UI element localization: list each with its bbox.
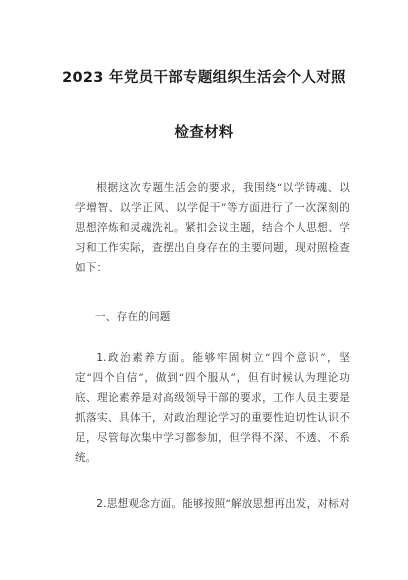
intro-paragraph: 根据这次专题生活会的要求，我围绕“以学铸魂、以学增智、以学正风、以学促干”等方面进行了一次深刻的思想淬炼和灵魂洗礼。紧扣会议主题，结合个人思想、学习和工作实际，查摆出自身存在的主要问题，现对照检查如下：: [75, 182, 350, 274]
document-title-line1: 2023 年党员干部专题组织生活会个人对照: [62, 70, 346, 86]
problem-item-2: [75, 494, 350, 514]
item-number: 1.: [96, 352, 107, 364]
problem-item-1: [75, 348, 350, 468]
item-text: 思想观念方面。能够按照“解放思想再出发，对标对: [106, 498, 350, 510]
document-title-line2: 检查材料: [174, 125, 234, 141]
item-text: 政治素养方面。能够牢固树立“四个意识”，坚定“四个自信”，做到“四个服从”，但有时候认为理论功底、理论素养是对高级领导干部的要求，工作人员主要是抓落实、具体干，对政治理论学习的重要性迫切性认识不足，尽管每次集中学习都参加，但学得不深、不透、不系统。: [75, 352, 350, 464]
item-number: 2.: [96, 498, 107, 510]
section-heading: 一、存在的问题: [95, 311, 171, 323]
